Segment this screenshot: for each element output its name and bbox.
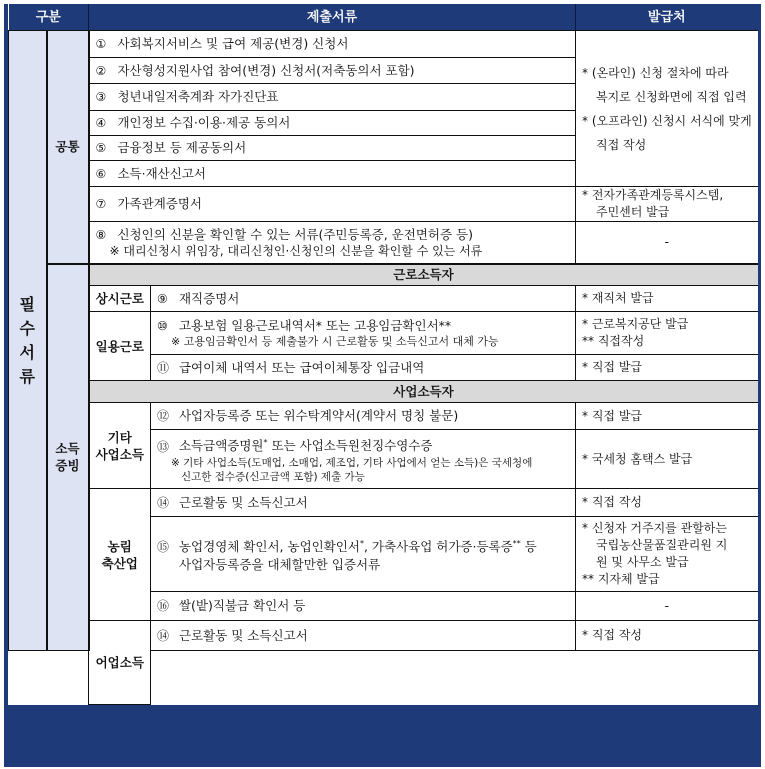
document-11: ⑪ 급여이체 내역서 또는 급여이체통장 입금내역 [151,355,576,381]
document-1: ① 사회복지서비스 및 급여 제공(변경) 신청서 [89,31,576,58]
table-row [9,31,758,58]
regular-work-label: 상시근로 [89,286,151,312]
fishery-label: 어업소득 [89,621,151,705]
document-8: ⑧ 신청인의 신분을 확인할 수 있는 서류(주민등록증, 운전면허증 등) ※ 대리신청시 위임장, 대리신청인·신청인의 신분을 확인할 수 있는 서류 [89,222,576,264]
document-2: ② 자산형성지원사업 참여(변경) 신청서(저축동의서 포함) [89,58,576,84]
document-13: ⑬ 소득금액증명원* 또는 사업소득원천징수영수증 ※ 기타 사업소득(도매업, 소매업, 제조업, 기타 사업에서 얻는 소득)은 국세청에 신고한 접수증(신고금액 포함) 제출 가능 [151,430,576,489]
earned-income-header: 근로소득자 [89,264,758,286]
header-row [9,4,758,31]
issuer-common-8: - [576,222,758,264]
document-6: ⑥ 소득·재산신고서 [89,161,576,187]
table-row [9,222,758,264]
document-12: ⑫ 사업자등록증 또는 위수탁계약서(계약서 명칭 불문) [151,403,576,430]
issuer-12: * 직접 발급 [576,403,758,430]
common-category: 공통 [47,31,89,264]
table-row [9,286,758,312]
required-documents-table [8,4,758,705]
document-14-fishery: ⑭ 근로활동 및 소득신고서 [151,621,576,651]
issuer-11: * 직접 발급 [576,355,758,381]
issuer-15: * 신청자 거주지를 관할하는 국립농산물품질관리원 지 원 및 사무소 발급 ** 지자체 발급 [576,517,758,592]
header-category: 구분 [9,4,89,31]
agri-label: 농림 축산업 [89,489,151,621]
main-category-cell: 필 수 서 류 [9,31,47,651]
business-income-header: 사업소득자 [89,381,758,403]
issuer-9: * 재직처 발급 [576,286,758,312]
document-7: ⑦ 가족관계증명서 [89,187,576,222]
table-row [9,403,758,430]
document-14-agri: ⑭ 근로활동 및 소득신고서 [151,489,576,517]
issuer-common-7: * 전자가족관계등록시스템, 주민센터 발급 [576,187,758,222]
daily-work-label: 일용근로 [89,312,151,381]
issuer-14-agri: * 직접 작성 [576,489,758,517]
document-16: ⑯ 쌀(밭)직불금 확인서 등 [151,592,576,621]
section-row-business [9,381,758,403]
table-row [9,187,758,222]
other-business-label: 기타 사업소득 [89,403,151,489]
income-proof-category: 소득 증빙 [47,264,89,651]
section-row-earned [9,264,758,286]
document-4: ④ 개인정보 수집·이용·제공 동의서 [89,111,576,136]
document-5: ⑤ 금융정보 등 제공동의서 [89,136,576,161]
issuer-16: - [576,592,758,621]
header-issuer: 발급처 [576,4,758,31]
issuer-13: * 국세청 홈택스 발급 [576,430,758,489]
table-row [9,489,758,517]
issuer-common-1-6: * (온라인) 신청 절차에 따라 복지로 신청화면에 직접 입력 * (오프라인) 신청시 서식에 맞게 직접 작성 [576,31,758,187]
issuer-10: * 근로복지공단 발급 ** 직접작성 [576,312,758,355]
table-row [9,312,758,355]
table-row [9,621,758,651]
issuer-14-fishery: * 직접 작성 [576,621,758,651]
document-3: ③ 청년내일저축계좌 자가진단표 [89,84,576,111]
document-9: ⑨ 재직증명서 [151,286,576,312]
document-10: ⑩ 고용보험 일용근로내역서* 또는 고용임금확인서** ※ 고용임금확인서 등 제출불가 시 근로활동 및 소득신고서 대체 가능 [151,312,576,355]
document-15: ⑮ 농업경영체 확인서, 농업인확인서*, 가축사육업 허가증·등록증** 등 사업자등록증을 대체할만한 입증서류 [151,517,576,592]
header-documents: 제출서류 [89,4,576,31]
